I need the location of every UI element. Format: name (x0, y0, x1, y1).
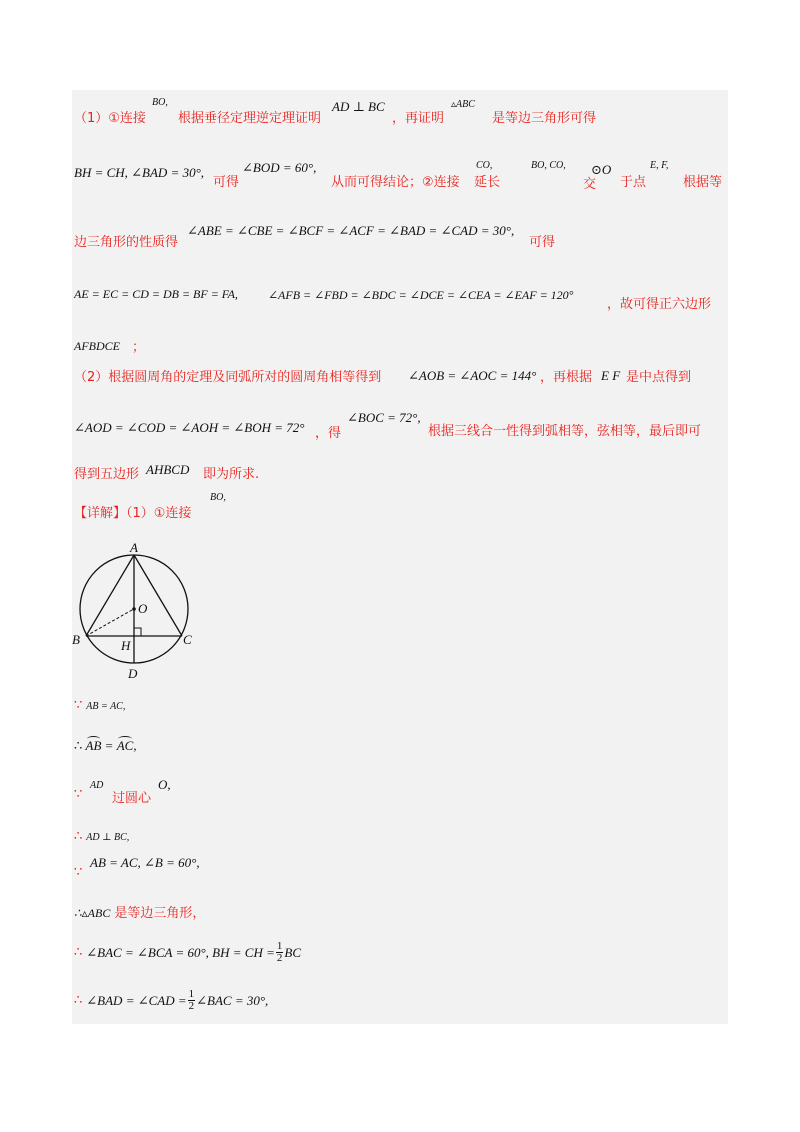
segment-ab (86, 555, 134, 636)
math-e-f: E, F, (650, 160, 669, 171)
denominator: 2 (276, 952, 283, 964)
math-therefore-triangle: ∴▵ABC (74, 906, 111, 920)
text-semicolon: ； (132, 340, 146, 355)
math-ad-perp-bc: AD ⊥ BC (332, 99, 385, 114)
step-2-intro: （2）根据圆周角的定理及同弧所对的圆周角相等得到 (74, 370, 382, 385)
segment-bo-dashed (86, 610, 132, 636)
text-required: 即为所求. (203, 467, 260, 482)
therefore-symbol: ∴ (74, 738, 83, 753)
math-bo: BO, (152, 97, 168, 108)
label-h: H (121, 638, 131, 653)
text-intersect: 交 (583, 177, 597, 192)
proof-step-6 (74, 905, 205, 921)
proof-step-7 (74, 941, 301, 964)
math-triangle-abc: ▵ABC (451, 99, 475, 110)
numerator: 1 (276, 940, 283, 952)
therefore-symbol-7: ∴ (74, 945, 83, 960)
proof-step-4 (74, 828, 129, 844)
text-can-get: 可得 (213, 175, 240, 190)
step-1-intro: （1）①连接 (74, 111, 146, 126)
text-theorem: 根据垂径定理逆定理证明 (178, 111, 322, 126)
math-ahbcd: AHBCD (146, 462, 190, 477)
label-o: O (138, 601, 148, 616)
math-e-f-2: E F (601, 368, 621, 383)
math-ad-perp-bc-2: AD ⊥ BC, (86, 832, 130, 843)
label-b: B (72, 632, 80, 647)
detail-heading: 【详解】（1）①连接 (74, 506, 192, 521)
math-ab-eq-ac: AB = AC, (86, 701, 126, 712)
because-symbol-5: ∵ (74, 865, 83, 880)
comma: , (133, 738, 137, 753)
numerator-2: 1 (188, 988, 195, 1000)
text-can-get-2: 可得 (529, 235, 556, 250)
math-angles-120: ∠AFB = ∠FBD = ∠BDC = ∠DCE = ∠CEA = ∠EAF = 120° (268, 288, 574, 302)
fraction-half (276, 941, 284, 964)
math-bod: ∠BOD = 60°, (242, 160, 317, 175)
text-according: 根据等 (683, 175, 723, 190)
segment-ac (134, 555, 182, 636)
math-boc-72: ∠BOC = 72°, (347, 410, 421, 425)
math-ab-ac-b60: AB = AC, ∠B = 60°, (90, 855, 200, 870)
math-bc: BC (284, 945, 301, 960)
text-properties: 边三角形的性质得 (74, 235, 179, 250)
text-get: ，得 (315, 426, 342, 441)
text-pentagon: 得到五边形 (74, 467, 140, 482)
math-bo-co: BO, CO, (531, 160, 566, 171)
proof-step-2 (74, 739, 137, 752)
math-angles-72: ∠AOD = ∠COD = ∠AOH = ∠BOH = 72° (74, 420, 305, 435)
text-conclusion-connect: 从而可得结论；②连接 (331, 175, 460, 190)
arc-ab: AB (85, 738, 102, 753)
proof-step-8 (74, 989, 268, 1012)
math-circle-o: ⊙O (591, 162, 612, 177)
fraction-half-2 (188, 989, 196, 1012)
proof-step-1 (74, 697, 125, 713)
right-angle-mark (134, 628, 141, 636)
math-bac-30: ∠BAC = 30°, (196, 993, 269, 1008)
text-equilateral: 是等边三角形可得 (492, 111, 597, 126)
label-c: C (183, 632, 192, 647)
math-o: O, (158, 777, 171, 792)
text-hexagon: ，故可得正六边形 (607, 297, 712, 312)
equals-sign: = (101, 738, 117, 753)
text-then-prove: ，再证明 (392, 111, 445, 126)
because-symbol-3: ∵ (74, 787, 83, 802)
math-bad-cad: ∠BAD = ∠CAD = (86, 993, 187, 1008)
math-ad: AD (90, 780, 104, 791)
text-midpoint: 是中点得到 (626, 370, 692, 385)
math-bh-ch: BH = CH, ∠BAD = 30°, (74, 165, 205, 180)
math-aob-aoc: ∠AOB = ∠AOC = 144° (408, 368, 537, 383)
therefore-symbol-4: ∴ (74, 829, 83, 844)
math-co: CO, (476, 160, 493, 171)
label-a: A (130, 540, 138, 555)
because-symbol: ∵ (74, 698, 83, 713)
text-through-center: 过圆心 (112, 791, 152, 806)
math-afbdce: AFBDCE (74, 339, 120, 353)
text-at-points: 于点 (620, 175, 647, 190)
therefore-symbol-8: ∴ (74, 993, 83, 1008)
math-angles-30: ∠ABE = ∠CBE = ∠BCF = ∠ACF = ∠BAD = ∠CAD = 30°, (187, 223, 515, 238)
geometry-figure (68, 540, 198, 682)
point-o (132, 607, 136, 611)
label-d: D (128, 666, 138, 681)
text-then-according: ，再根据 (540, 370, 593, 385)
text-is-equilateral: 是等边三角形， (114, 906, 206, 921)
math-angles-60: ∠BAC = ∠BCA = 60°, BH = CH = (86, 945, 275, 960)
math-bo-2: BO, (210, 492, 226, 503)
text-extend: 延长 (474, 175, 501, 190)
text-three-lines: 根据三线合一性得到弧相等，弦相等，最后即可 (428, 424, 702, 439)
denominator-2: 2 (188, 1000, 195, 1012)
arc-ac: AC (116, 738, 134, 753)
math-equal-chords: AE = EC = CD = DB = BF = FA, (74, 287, 238, 301)
